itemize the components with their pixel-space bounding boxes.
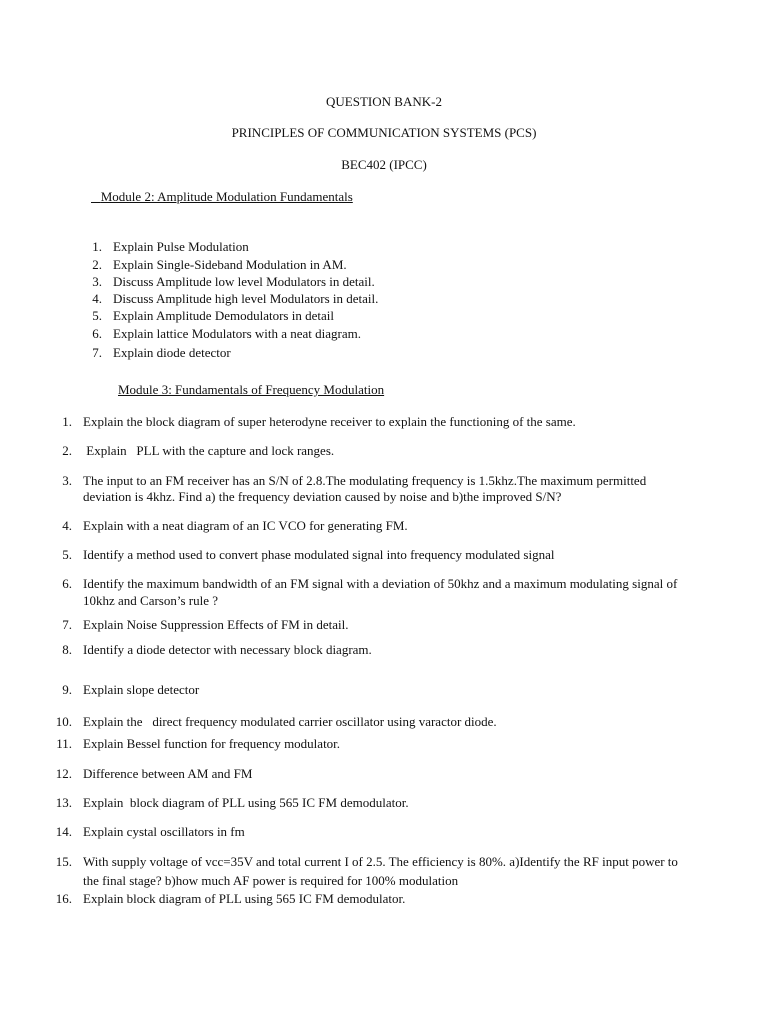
list-item-number: 6. <box>92 326 102 341</box>
list-item-number: 9. <box>62 682 72 697</box>
list-item: Explain Single-Sideband Modulation in AM. <box>113 257 347 272</box>
list-item-number: 15. <box>55 854 72 869</box>
list-item: Explain lattice Modulators with a neat diagram. <box>113 326 362 341</box>
list-item-number: 16. <box>55 891 72 906</box>
module-3-heading: Module 3: Fundamentals of Frequency Modulation <box>118 382 385 397</box>
list-item: Explain Amplitude Demodulators in detail <box>113 308 334 323</box>
list-item-number: 12. <box>55 766 72 781</box>
list-item-number: 11. <box>56 736 72 751</box>
list-item-number: 1. <box>92 239 102 254</box>
list-item: Explain Pulse Modulation <box>113 239 249 254</box>
module-2-heading <box>91 189 353 205</box>
list-item: Explain cystal oscillators in fm <box>83 824 245 839</box>
list-item: Explain block diagram of PLL using 565 IC FM demodulator. <box>83 891 406 906</box>
list-item-number: 5. <box>62 547 72 562</box>
list-item-continuation: deviation is 4khz. Find a) the frequency deviation caused by noise and b)the improved S/N? <box>83 489 562 504</box>
list-item: Explain Noise Suppression Effects of FM in detail. <box>83 617 349 632</box>
list-item-number: 8. <box>62 642 72 657</box>
subject-title: PRINCIPLES OF COMMUNICATION SYSTEMS (PCS) <box>231 125 537 140</box>
list-item: Explain with a neat diagram of an IC VCO for generating FM. <box>83 518 408 533</box>
list-item: Identify a method used to convert phase modulated signal into frequency modulated signal <box>83 547 555 562</box>
course-code: BEC402 (IPCC) <box>341 157 427 172</box>
list-item: Discuss Amplitude high level Modulators in detail. <box>113 291 379 306</box>
list-item: Explain Bessel function for frequency modulator. <box>83 736 341 751</box>
list-item-number: 3. <box>92 274 102 289</box>
list-item-number: 6. <box>62 576 72 591</box>
list-item: Explain slope detector <box>83 682 200 697</box>
list-item-number: 4. <box>92 291 102 306</box>
list-item-number: 4. <box>62 518 72 533</box>
list-item-number: 2. <box>92 257 102 272</box>
module-2-heading-text: Module 2: Amplitude Modulation Fundamentals <box>100 189 353 204</box>
list-item-number: 2. <box>62 443 72 458</box>
list-item-number: 7. <box>62 617 72 632</box>
list-item-number: 3. <box>62 473 72 488</box>
list-item: Identify the maximum bandwidth of an FM signal with a deviation of 50khz and a maximum modulating signal of <box>83 576 678 591</box>
list-item-continuation: the final stage? b)how much AF power is required for 100% modulation <box>83 873 459 888</box>
list-item: With supply voltage of vcc=35V and total current I of 2.5. The efficiency is 80%. a)Identify the RF input power to <box>83 854 678 869</box>
list-item-number: 7. <box>92 345 102 360</box>
list-item: Explain block diagram of PLL using 565 IC FM demodulator. <box>83 795 409 810</box>
list-item: Explain the direct frequency modulated carrier oscillator using varactor diode. <box>83 714 497 729</box>
list-item: Explain diode detector <box>113 345 231 360</box>
list-item: Explain the block diagram of super heterodyne receiver to explain the functioning of the same. <box>83 414 576 429</box>
list-item: The input to an FM receiver has an S/N of 2.8.The modulating frequency is 1.5khz.The maximum permitted <box>83 473 647 488</box>
list-item: Identify a diode detector with necessary block diagram. <box>83 642 372 657</box>
list-item-number: 13. <box>55 795 72 810</box>
list-item-number: 10. <box>55 714 72 729</box>
list-item: Discuss Amplitude low level Modulators in detail. <box>113 274 375 289</box>
list-item-continuation: 10khz and Carson’s rule ? <box>83 593 219 608</box>
list-item-number: 14. <box>55 824 72 839</box>
list-item-number: 5. <box>92 308 102 323</box>
list-item: Difference between AM and FM <box>83 766 253 781</box>
document-title: QUESTION BANK-2 <box>326 94 442 109</box>
list-item-number: 1. <box>62 414 72 429</box>
list-item: Explain PLL with the capture and lock ranges. <box>83 443 335 458</box>
